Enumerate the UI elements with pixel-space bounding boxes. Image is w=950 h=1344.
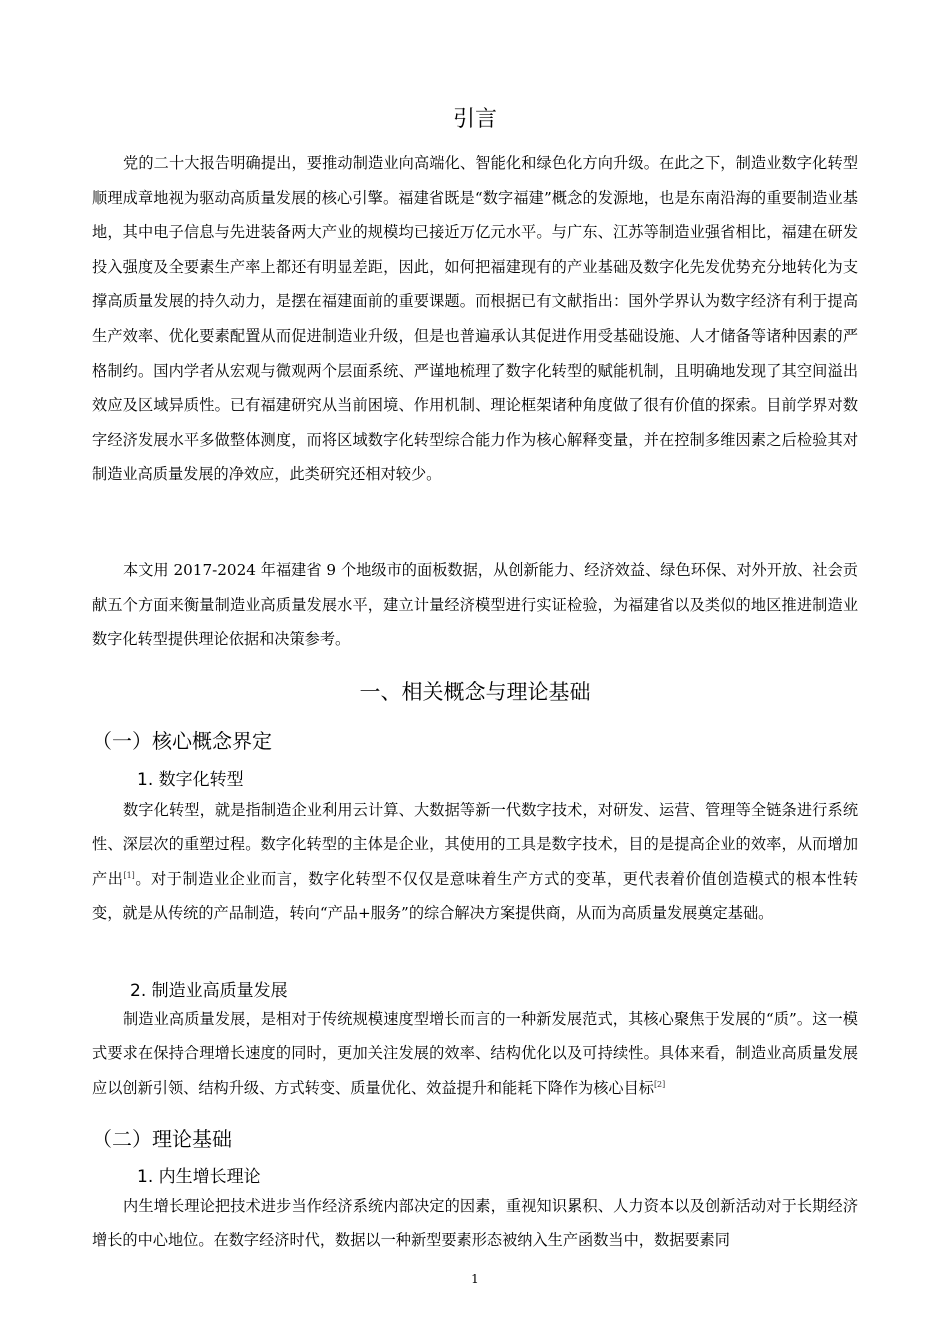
digital-transformation-text-b: 。对于制造业企业而言，数字化转型不仅仅是意味着生产方式的变革，更代表着价值创造模式的根本性转变，就是从传统的产品制造，转向“产品+服务”的综合解决方案提供商，从而为高质量发展奠定基础。 — [92, 869, 859, 923]
endogenous-growth-paragraph: 内生增长理论把技术进步当作经济系统内部决定的因素，重视知识累积、人力资本以及创新活动对于长期经济增长的中心地位。在数字经济时代，数据以一种新型要素形态被纳入生产函数当中，数据要素同 — [92, 1197, 858, 1250]
digital-transformation-text-a: 数字化转型，就是指制造企业利用云计算、大数据等新一代数字技术，对研发、运营、管理等全链条进行系统性、深层次的重塑过程。数字化转型的主体是企业，其使用的工具是数字技术，目的是提高企业的效率，从而增加产出 — [92, 801, 858, 888]
high-quality-development-paragraph — [92, 1002, 858, 1105]
intro-title: 引言 — [452, 107, 497, 132]
chapter-1-title: 一、相关概念与理论基础 — [359, 680, 591, 704]
high-quality-development-text: 制造业高质量发展，是相对于传统规模速度型增长而言的一种新发展范式，其核心聚焦于发展的“质”。这一模式要求在保持合理增长速度的同时，更加关注发展的效率、结构优化以及可持续性。具体来看，制造业高质量发展应以创新引领、结构升级、方式转变、质量优化、效益提升和能耗下降作为核心目标 — [92, 1010, 858, 1097]
intro-paragraph-2: 本文用 2017-2024 年福建省 9 个地级市的面板数据，从创新能力、经济效益、绿色环保、对外开放、社会贡献五个方面来衡量制造业高质量发展水平，建立计量经济模型进行实证检验，为福建省以及类似的地区推进制造业数字化转型提供理论依据和决策参考。 — [92, 561, 858, 649]
subsection-endogenous-growth-title: 1. 内生增长理论 — [137, 1167, 261, 1187]
subsection-high-quality-development-title: 2. 制造业高质量发展 — [130, 981, 288, 1001]
section-1-title: （一）核心概念界定 — [92, 729, 272, 753]
intro-paragraph-1: 党的二十大报告明确提出，要推动制造业向高端化、智能化和绿色化方向升级。在此之下，制造业数字化转型顺理成章地视为驱动高质量发展的核心引擎。福建省既是“数字福建”概念的发源地，也是东南沿海的重要制造业基地，其中电子信息与先进装备两大产业的规模均已接近万亿元水平。与广东、江苏等制造业强省相比，福建在研发投入强度及全要素生产率上都还有明显差距，因此，如何把福建现有的产业基础及数字化先发优势充分地转化为支撑高质量发展的持久动力，是摆在福建面前的重要课题。而根据已有文献指出：国外学界认为数字经济有利于提高生产效率、优化要素配置从而促进制造业升级，但是也普遍承认其促进作用受基础设施、人才储备等诸种因素的严格制约。国内学者从宏观与微观两个层面系统、严谨地梳理了数字化转型的赋能机制，且明确地发现了其空间溢出效应及区域异质性。已有福建研究从当前困境、作用机制、理论框架诸种角度做了很有价值的探索。目前学界对数字经济发展水平多做整体测度，而将区域数字化转型综合能力作为核心解释变量，并在控制多维因素之后检验其对制造业高质量发展的净效应，此类研究还相对较少。 — [92, 154, 858, 484]
subsection-digital-transformation-title: 1. 数字化转型 — [137, 770, 244, 790]
digital-transformation-paragraph — [92, 793, 858, 931]
section-2-title: （二）理论基础 — [92, 1127, 232, 1151]
citation-1: [1] — [123, 870, 135, 880]
citation-2: [2] — [653, 1079, 666, 1089]
page-number: 1 — [471, 1272, 479, 1286]
